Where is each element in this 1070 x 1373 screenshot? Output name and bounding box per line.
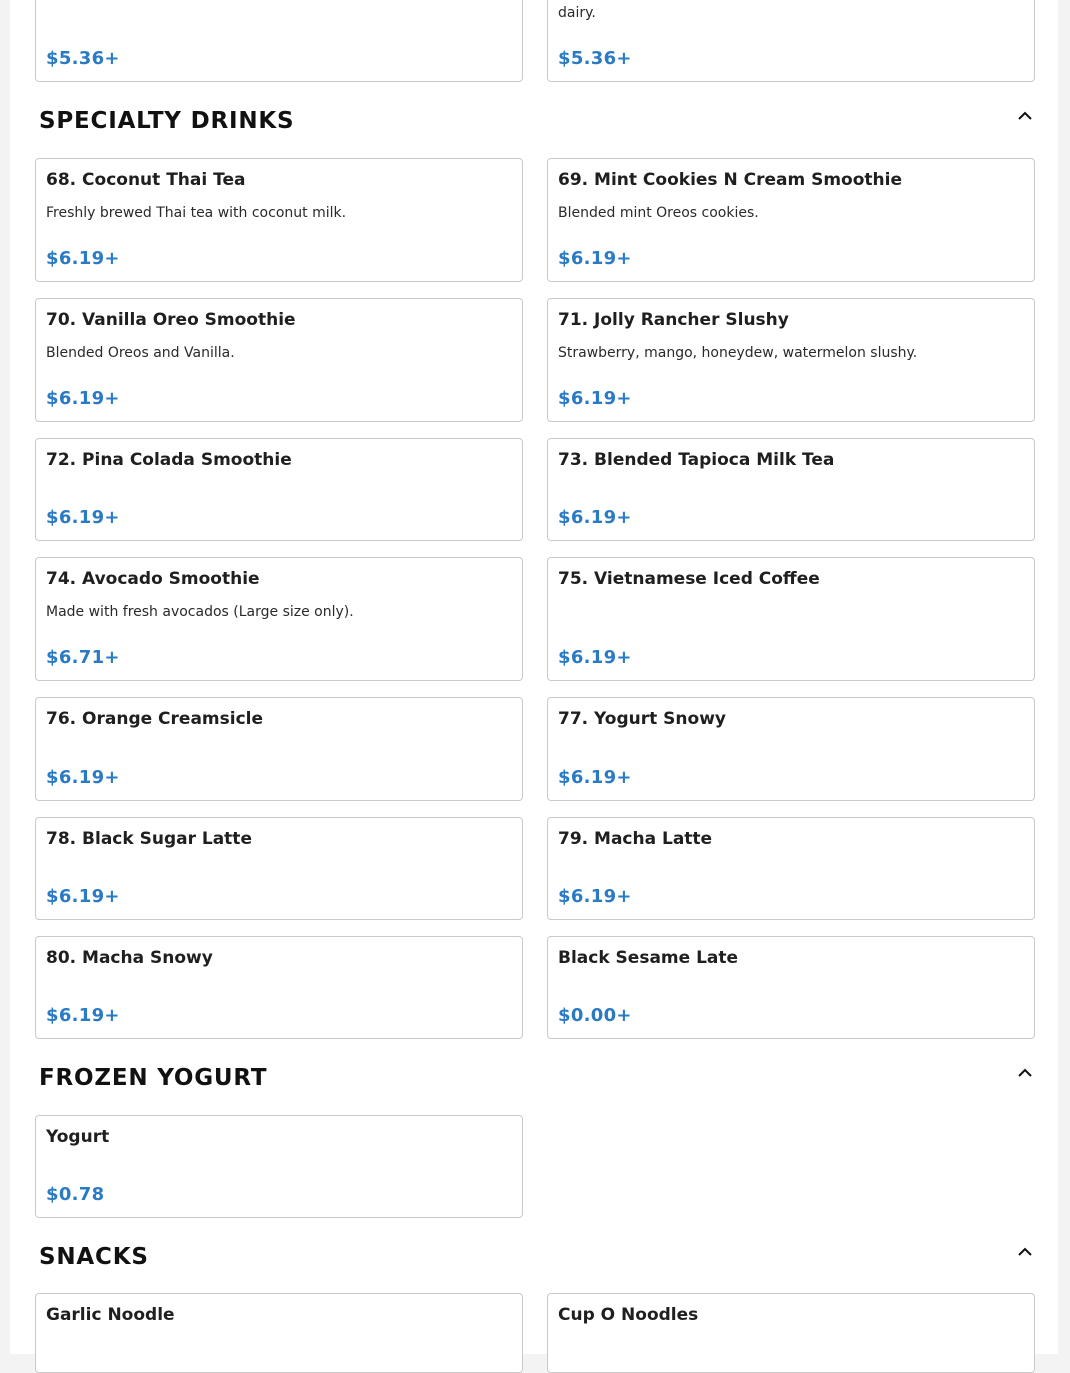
item-name: 78. Black Sugar Latte (46, 829, 252, 849)
collapse-section-button[interactable] (1015, 1063, 1035, 1083)
item-price: $6.19+ (46, 248, 120, 269)
item-name: 75. Vietnamese Iced Coffee (558, 569, 820, 589)
item-price: $6.71+ (46, 647, 120, 668)
item-price: $6.19+ (46, 886, 120, 907)
menu-item-card[interactable] (547, 817, 1035, 920)
menu-item-card[interactable] (35, 0, 523, 82)
item-description: Made with fresh avocados (Large size only). (46, 604, 354, 620)
item-name: 80. Macha Snowy (46, 948, 213, 968)
item-name: 79. Macha Latte (558, 829, 713, 849)
menu-item-card[interactable] (35, 697, 523, 801)
menu-item-card[interactable] (35, 557, 523, 681)
section-title-specialty-drinks: SPECIALTY DRINKS (39, 108, 295, 134)
menu-item-card[interactable] (35, 1115, 523, 1218)
menu-item-card[interactable] (35, 298, 523, 422)
chevron-up-icon (1015, 1063, 1035, 1083)
item-name: Cup O Noodles (558, 1305, 699, 1325)
item-name: 68. Coconut Thai Tea (46, 170, 246, 190)
menu-item-card[interactable] (547, 697, 1035, 801)
item-name: 76. Orange Creamsicle (46, 709, 264, 729)
item-name: 77. Yogurt Snowy (558, 709, 726, 729)
item-price: $0.78 (46, 1184, 105, 1205)
menu-item-card[interactable] (35, 158, 523, 282)
menu-page (10, 0, 1058, 1354)
item-name: Garlic Noodle (46, 1305, 175, 1325)
chevron-up-icon (1015, 1242, 1035, 1262)
item-name: 69. Mint Cookies N Cream Smoothie (558, 170, 903, 190)
item-name: 70. Vanilla Oreo Smoothie (46, 310, 296, 330)
menu-item-card[interactable] (547, 438, 1035, 541)
item-price: $6.19+ (558, 507, 632, 528)
item-price: $5.36+ (558, 48, 632, 69)
menu-item-card[interactable] (547, 936, 1035, 1039)
menu-item-card[interactable] (35, 936, 523, 1039)
item-price: $5.36+ (46, 48, 120, 69)
section-title-frozen-yogurt: FROZEN YOGURT (39, 1065, 268, 1091)
item-description: Blended mint Oreos cookies. (558, 205, 759, 221)
item-description: Strawberry, mango, honeydew, watermelon slushy. (558, 345, 918, 361)
menu-item-card[interactable] (547, 1293, 1035, 1373)
item-price: $6.19+ (558, 886, 632, 907)
item-name: Yogurt (46, 1127, 110, 1147)
collapse-section-button[interactable] (1015, 106, 1035, 126)
collapse-section-button[interactable] (1015, 1242, 1035, 1262)
item-description: Blended Oreos and Vanilla. (46, 345, 235, 361)
item-name: 74. Avocado Smoothie (46, 569, 260, 589)
chevron-up-icon (1015, 106, 1035, 126)
item-price: $6.19+ (46, 388, 120, 409)
item-price: $6.19+ (46, 767, 120, 788)
menu-item-card[interactable] (35, 1293, 523, 1373)
section-title-snacks: SNACKS (39, 1244, 149, 1270)
item-price: $6.19+ (46, 1005, 120, 1026)
item-name: 72. Pina Colada Smoothie (46, 450, 292, 470)
item-price: $6.19+ (558, 647, 632, 668)
item-price: $0.00+ (558, 1005, 632, 1026)
menu-item-card[interactable] (35, 817, 523, 920)
item-price: $6.19+ (558, 248, 632, 269)
item-description: dairy. (558, 5, 596, 21)
menu-item-card[interactable] (35, 438, 523, 541)
item-description: Freshly brewed Thai tea with coconut milk. (46, 205, 347, 221)
item-name: Black Sesame Late (558, 948, 739, 968)
menu-item-card[interactable] (547, 298, 1035, 422)
item-name: 73. Blended Tapioca Milk Tea (558, 450, 835, 470)
item-price: $6.19+ (46, 507, 120, 528)
menu-item-card[interactable] (547, 557, 1035, 681)
item-price: $6.19+ (558, 767, 632, 788)
menu-item-card[interactable] (547, 0, 1035, 82)
menu-item-card[interactable] (547, 158, 1035, 282)
item-name: 71. Jolly Rancher Slushy (558, 310, 789, 330)
item-price: $6.19+ (558, 388, 632, 409)
